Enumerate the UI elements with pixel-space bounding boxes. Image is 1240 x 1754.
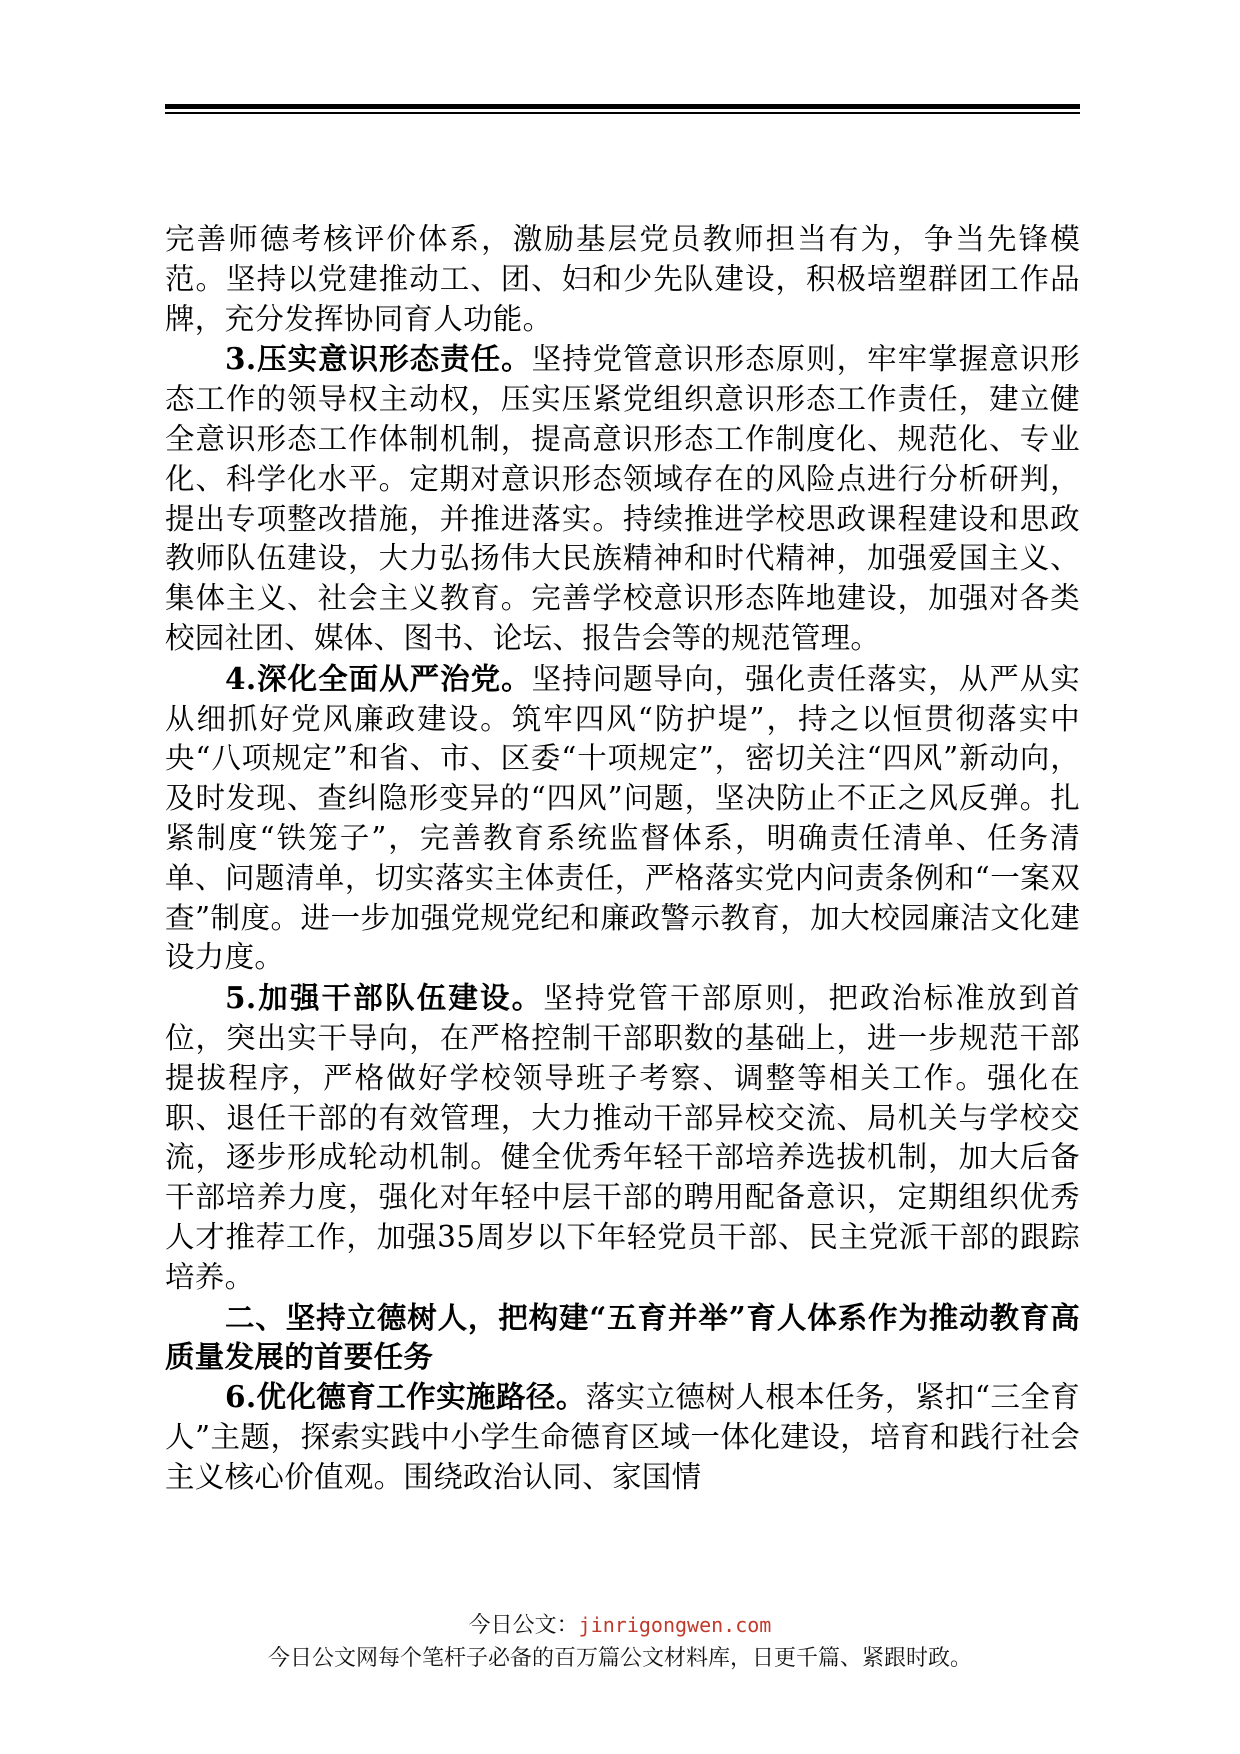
footer-slogan: 今日公文网每个笔杆子必备的百万篇公文材料库，日更千篇、紧跟时政。 [267, 1646, 972, 1671]
paragraph-continuation [165, 220, 1080, 339]
footer-source [0, 1610, 1240, 1641]
paragraph-heading: 4.深化全面从严治党。 [225, 660, 532, 696]
paragraph-text: 坚持党管意识形态原则，牢牢掌握意识形态工作的领导权主动权，压实压紧党组织意识形态工作责任，建立健全意识形态工作体制机制，提高意识形态工作制度化、规范化、专业化、科学化水平。定期对意识形态领域存在的风险点进行分析研判，提出专项整改措施，并推进落实。持续推进学校思政课程建设和思政教师队伍建设，大力弘扬伟大民族精神和时代精神，加强爱国主义、集体主义、社会主义教育。完善学校意识形态阵地建设，加强对各类校园社团、媒体、图书、论坛、报告会等的规范管理。 [165, 342, 1080, 655]
paragraph-text: 坚持党管干部原则，把政治标准放到首位，突出实干导向，在严格控制干部职数的基础上，进一步规范干部提拔程序，严格做好学校领导班子考察、调整等相关工作。强化在职、退任干部的有效管理，大力推动干部异校交流、局机关与学校交流，逐步形成轮动机制。健全优秀年轻干部培养选拔机制，加大后备干部培养力度，强化对年轻中层干部的聘用配备意识，定期组织优秀人才推荐工作，加强35周岁以下年轻党员干部、民主党派干部的跟踪培养。 [165, 981, 1080, 1294]
paragraph-4 [165, 659, 1080, 978]
document-body [165, 220, 1080, 1498]
footer-label: 今日公文： [468, 1613, 579, 1638]
paragraph-heading: 6.优化德育工作实施路径。 [225, 1379, 586, 1415]
footer-site-link[interactable]: jinrigongwen.com [578, 1613, 772, 1637]
header-rule-thin [165, 112, 1080, 114]
paragraph-3 [165, 339, 1080, 658]
paragraph-5 [165, 978, 1080, 1297]
paragraph-6 [165, 1377, 1080, 1497]
paragraph-text: 坚持问题导向，强化责任落实，从严从实从细抓好党风廉政建设。筑牢四风“防护堤”，持之以恒贯彻落实中央“八项规定”和省、市、区委“十项规定”，密切关注“四风”新动向，及时发现、查纠隐形变异的“四风”问题，坚决防止不正之风反弹。扎紧制度“铁笼子”，完善教育系统监督体系，明确责任清单、任务清单、问题清单，切实落实主体责任，严格落实党内问责条例和“一案双查”制度。进一步加强党规党纪和廉政警示教育，加大校园廉洁文化建设力度。 [165, 661, 1080, 975]
section-heading: 二、坚持立德树人，把构建“五育并举”育人体系作为推动教育高质量发展的首要任务 [165, 1299, 1080, 1375]
paragraph-text: 落实立德树人根本任务，紧扣“三全育人”主题，探索实践中小学生命德育区域一体化建设，培育和践行社会主义核心价值观。围绕政治认同、家国情 [165, 1380, 1080, 1494]
paragraph-text: 完善师德考核评价体系，激励基层党员教师担当有为，争当先锋模范。坚持以党建推动工、团、妇和少先队建设，积极培塑群团工作品牌，充分发挥协同育人功能。 [165, 222, 1080, 336]
paragraph-heading: 5.加强干部队伍建设。 [225, 980, 544, 1016]
paragraph-heading: 3.压实意识形态责任。 [225, 341, 532, 377]
header-rule-thick [165, 104, 1080, 109]
